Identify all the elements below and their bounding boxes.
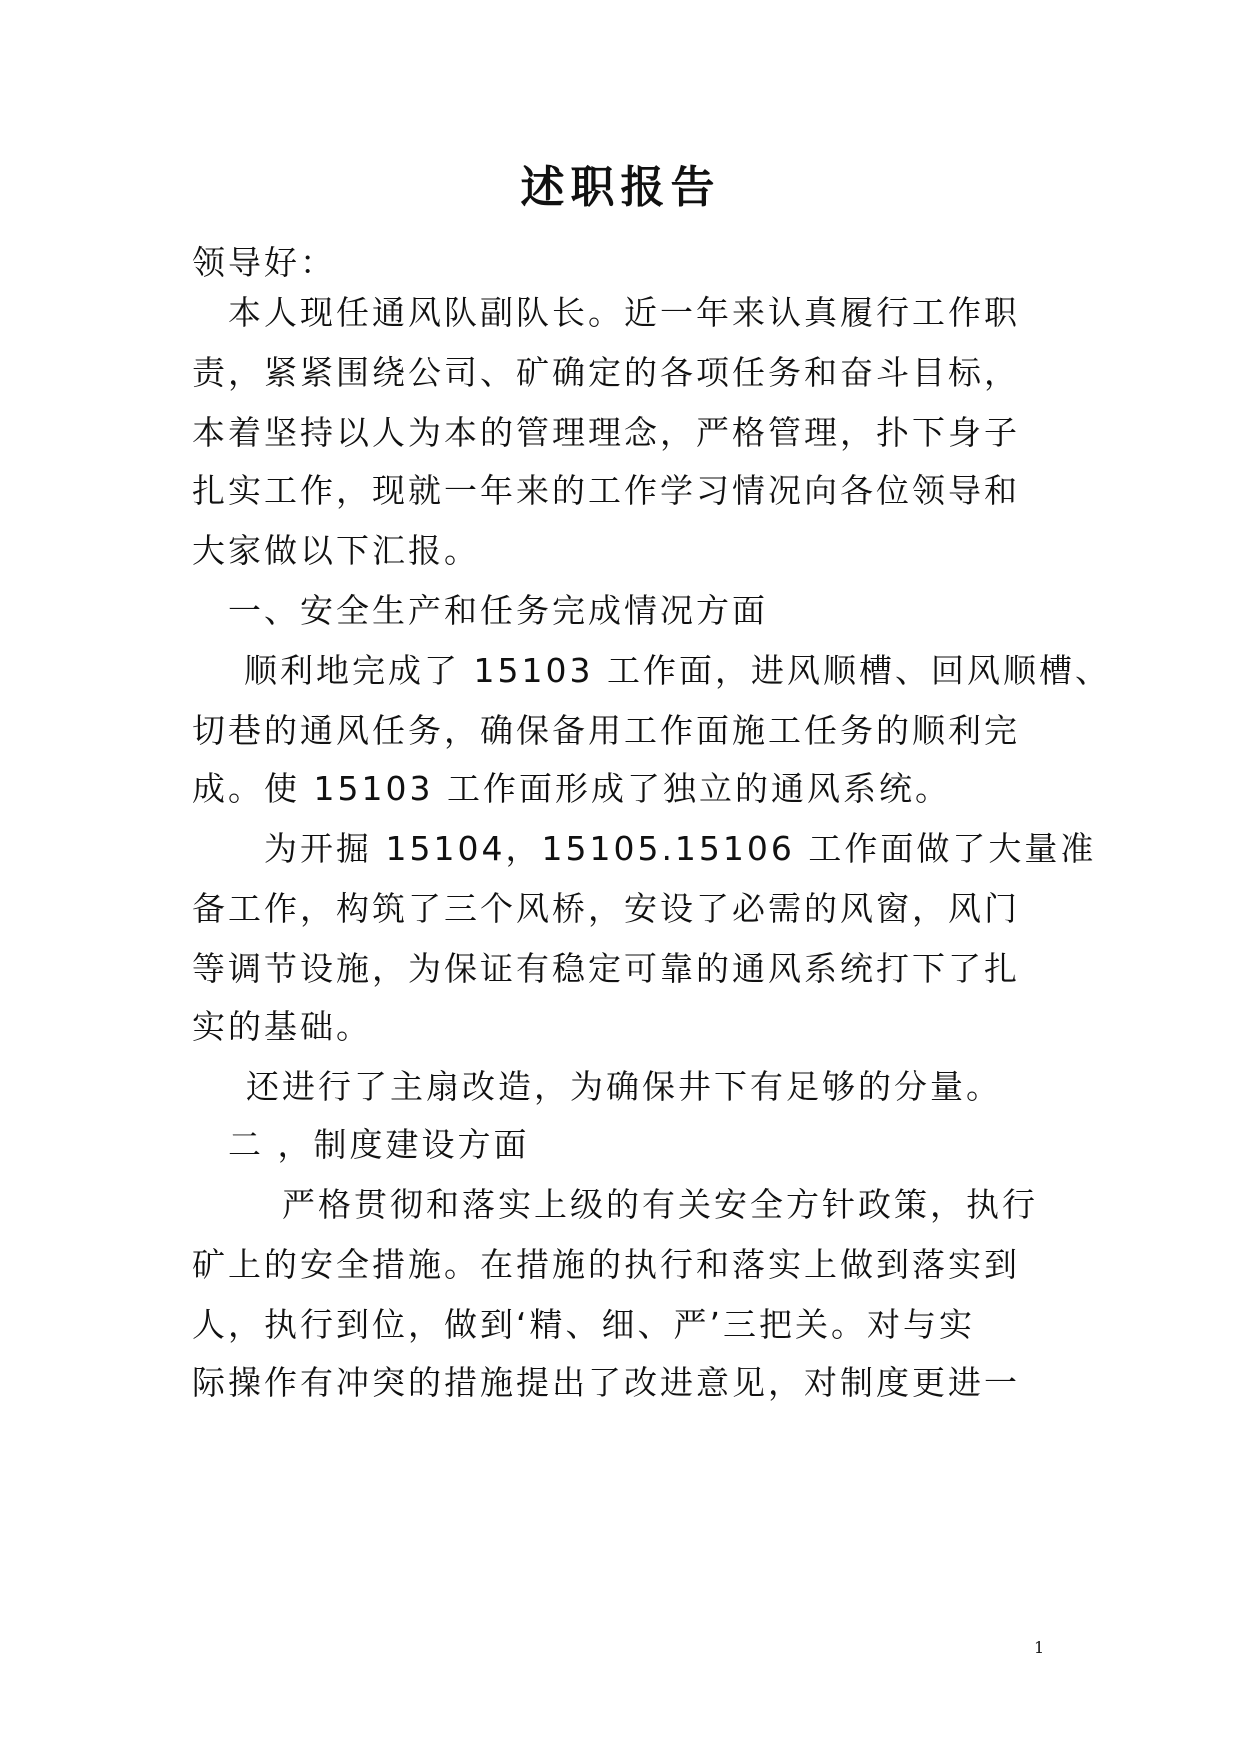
greeting-line: 领导好： [192,243,336,282]
paragraph-line: 扎实工作，现就一年来的工作学习情况向各位领导和 [192,471,1020,510]
page-number: 1 [1034,1638,1045,1657]
paragraph-line: 等调节设施，为保证有稳定可靠的通风系统打下了扎 [192,949,1020,988]
paragraph-line: 为开掘 15104，15105.15106 工作面做了大量准 [264,829,1097,868]
paragraph-line: 顺利地完成了 15103 工作面，进风顺槽、回风顺槽、 [244,651,1111,690]
paragraph-line: 本着坚持以人为本的管理理念，严格管理，扑下身子 [192,413,1020,452]
paragraph-line: 还进行了主扇改造，为确保井下有足够的分量。 [246,1067,1002,1106]
paragraph-line: 备工作，构筑了三个风桥，安设了必需的风窗，风门 [192,889,1020,928]
paragraph-line: 严格贯彻和落实上级的有关安全方针政策，执行 [282,1185,1038,1224]
paragraph-line: 矿上的安全措施。在措施的执行和落实上做到落实到 [192,1245,1020,1284]
paragraph-line: 大家做以下汇报。 [192,531,480,570]
paragraph-line: 切巷的通风任务，确保备用工作面施工任务的顺利完 [192,711,1020,750]
paragraph-line: 际操作有冲突的措施提出了改进意见，对制度更进一 [192,1363,1020,1402]
paragraph-line: 成。使 15103 工作面形成了独立的通风系统。 [192,769,951,808]
section-heading-1: 一、安全生产和任务完成情况方面 [228,591,768,630]
paragraph-line: 本人现任通风队副队长。近一年来认真履行工作职 [228,293,1020,332]
paragraph-line: 人，执行到位，做到‘精、细、严’三把关。对与实 [192,1305,975,1344]
paragraph-line: 实的基础。 [192,1007,372,1046]
section-heading-2: 二 ，制度建设方面 [228,1125,530,1164]
document-title: 述职报告 [520,162,721,213]
paragraph-line: 责，紧紧围绕公司、矿确定的各项任务和奋斗目标， [192,353,1020,392]
